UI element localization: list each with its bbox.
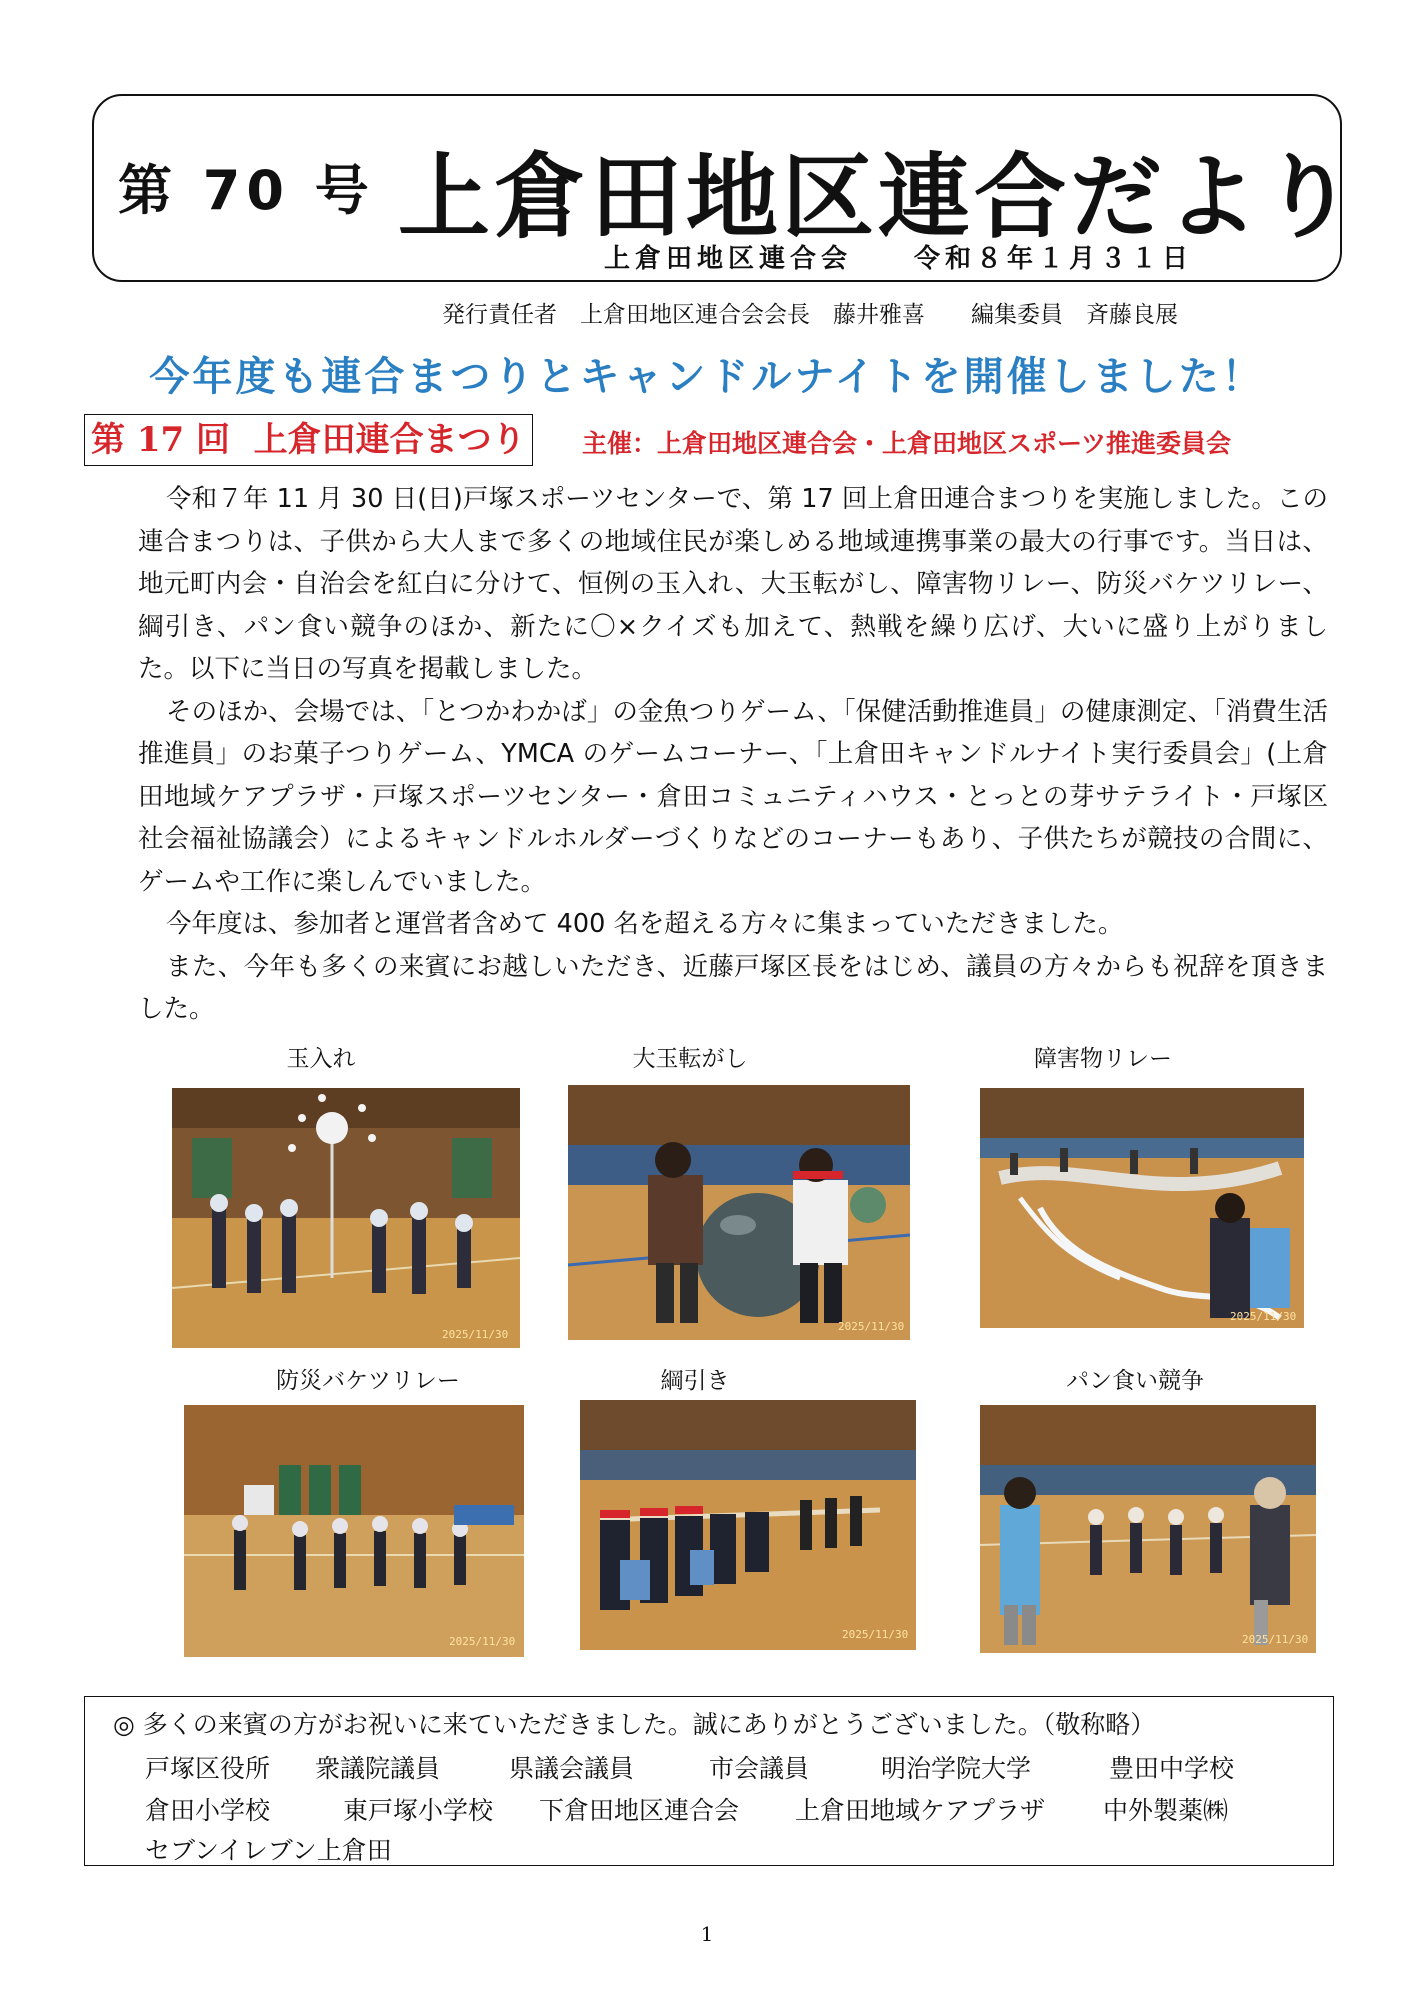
guest-name: 東戸塚小学校 [343,1796,494,1825]
guest-name: 市会議員 [709,1754,810,1783]
photo-date-stamp: 2025/11/30 [449,1635,516,1648]
guest-name: 倉田小学校 [145,1796,271,1825]
body-paragraph: 令和７年 11 月 30 日(日)戸塚スポーツセンターで、第 17 回上倉田連合まつりを実施しました。この連合まつりは、子供から大人まで多くの地域住民が楽しめる地域連携事業の最大の行事です。当日は、地元町内会・自治会を紅白に分けて、恒例の玉入れ、大玉転がし、障害物リレー、防災バケツリレー、綱引き、パン食い競争のほか、新たに〇×クイズも加えて、熱戦を繰り広げ、大いに盛り上がりました。以下に当日の写真を掲載しました。 [138,484,1328,684]
issue-number: 第 70 号 [118,159,375,222]
photo-caption: 障害物リレー [1034,1046,1172,1072]
photo-caption: 綱引き [660,1368,730,1394]
photo-date-stamp: 2025/11/30 [842,1628,909,1641]
photo-date-stamp: 2025/11/30 [1230,1310,1297,1323]
event-organizer: 主催：上倉田地区連合会・上倉田地区スポーツ推進委員会 [582,429,1232,458]
guest-name: 上倉田地域ケアプラザ [795,1796,1046,1825]
guest-name: セブンイレブン上倉田 [145,1836,392,1865]
guest-name: 衆議院議員 [315,1754,441,1783]
body-paragraph: また、今年も多くの来賓にお越しいただき、近藤戸塚区長をはじめ、議員の方々からも祝辞を頂きました。 [138,951,1328,1024]
photo-caption: 玉入れ [286,1046,356,1072]
guest-name: 県議会議員 [509,1754,635,1783]
headline: 今年度も連合まつりとキャンドルナイトを開催しました！ [149,354,1265,400]
photo-date-stamp: 2025/11/30 [442,1328,509,1341]
article-body [138,478,1328,1031]
page-number: 1 [700,1922,714,1946]
guest-name: 豊田中学校 [1109,1754,1235,1783]
photo-tamaire [172,1088,520,1348]
photo-odamakorogashi [568,1085,910,1340]
guests-box [84,1696,1334,1866]
publisher-line: 発行責任者 上倉田地区連合会会長 藤井雅喜 編集委員 斉藤良展 [442,302,1178,328]
issue-date: 令和８年１月３１日 [914,244,1194,274]
guest-name: 中外製薬㈱ [1103,1796,1229,1825]
photo-bosai-bucket-relay [184,1405,524,1657]
guests-heading: ◎ 多くの来賓の方がお祝いに来ていただきました。誠にありがとうございました。（敬称略） [113,1710,1156,1739]
photo-panguikyoso [980,1405,1316,1653]
guest-name: 明治学院大学 [881,1754,1032,1783]
photo-caption: パン食い競争 [1066,1368,1204,1394]
guest-name: 下倉田地区連合会 [539,1796,740,1825]
event-title: 第 17 回 上倉田連合まつり [84,414,533,466]
guest-name: 戸塚区役所 [145,1754,271,1783]
photo-shogaibutsu-relay [980,1088,1304,1328]
photo-date-stamp: 2025/11/30 [838,1320,905,1333]
newsletter-title: 上倉田地区連合だより [398,144,1359,251]
organization-name: 上倉田地区連合会 [604,244,853,274]
body-paragraph: 今年度は、参加者と運営者含めて 400 名を超える方々に集まっていただきました。 [166,909,1124,939]
org-and-date [604,238,1193,275]
photo-date-stamp: 2025/11/30 [1242,1633,1309,1646]
photo-caption: 大玉転がし [632,1046,748,1072]
photo-caption: 防災バケツリレー [276,1368,460,1394]
body-paragraph: そのほか、会場では、「とつかわかば」の金魚つりゲーム、「保健活動推進員」の健康測定、「消費生活推進員」のお菓子つりゲーム、YMCA のゲームコーナー、「上倉田キャンドルナイト実行委員会」(上倉田地域ケアプラザ・戸塚スポーツセンター・倉田コミュニティハウス・とっとの芽サテライト・戸塚区社会福祉協議会）によるキャンドルホルダーづくりなどのコーナーもあり、子供たちが競技の合間に、ゲームや工作に楽しんでいました。 [138,696,1328,897]
photo-tsunahiki [580,1400,916,1650]
